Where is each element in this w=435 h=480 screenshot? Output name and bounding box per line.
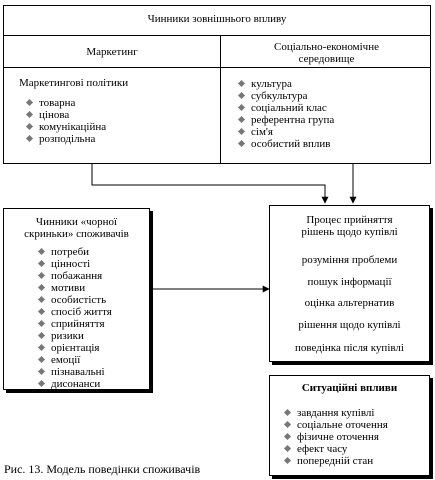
situational-box — [269, 375, 430, 476]
process-step-post-purchase: поведінка після купівлі — [295, 342, 404, 354]
marketing-policy-item — [26, 109, 106, 121]
socio-economic-header-line1: Соціально-економічне — [274, 41, 379, 53]
diamond-bullet-icon — [38, 308, 45, 315]
marketing-policies-list — [26, 97, 106, 145]
black-box-factor-item — [38, 318, 112, 330]
situational-factor-item — [284, 455, 388, 467]
socio-economic-list — [238, 78, 334, 150]
diamond-bullet-icon — [38, 356, 45, 363]
marketing-policy-item — [26, 133, 106, 145]
socio-economic-item — [238, 138, 334, 150]
situational-factor-item-label: ефект часу — [297, 443, 348, 455]
decision-process-title-line1: Процес прийняття — [306, 214, 393, 226]
diamond-bullet-icon — [38, 344, 45, 351]
diamond-bullet-icon — [38, 284, 45, 291]
marketing-policies-title: Маркетингові політики — [19, 77, 129, 89]
black-box-factor-item — [38, 354, 112, 366]
diamond-bullet-icon — [38, 260, 45, 267]
socio-economic-item-label: соціальний клас — [251, 102, 327, 114]
diamond-bullet-icon — [284, 433, 291, 440]
socio-economic-header-line2: середовище — [298, 53, 355, 65]
diamond-bullet-icon — [238, 116, 245, 123]
situational-list — [284, 407, 388, 467]
diamond-bullet-icon — [26, 99, 33, 106]
diamond-bullet-icon — [238, 80, 245, 87]
diamond-bullet-icon — [38, 272, 45, 279]
socio-economic-item — [238, 102, 334, 114]
black-box-factor-item — [38, 366, 112, 378]
black-box-factor-item-label: пізнавальні — [51, 366, 105, 378]
black-box-factor-item-label: потреби — [51, 246, 90, 258]
black-box-factor-item-label: емоції — [51, 354, 81, 366]
diamond-bullet-icon — [38, 332, 45, 339]
situational-factor-item-label: попередній стан — [297, 455, 374, 467]
situational-factor-item — [284, 431, 388, 443]
headers-divider — [4, 67, 430, 68]
decision-process-box — [269, 205, 430, 362]
situational-factor-item — [284, 407, 388, 419]
black-box-factor-item — [38, 342, 112, 354]
diamond-bullet-icon — [26, 123, 33, 130]
black-box-factor-item-label: сприйняття — [51, 318, 105, 330]
black-box-factor-item-label: особистість — [51, 294, 107, 306]
diamond-bullet-icon — [38, 320, 45, 327]
black-box-factor-item-label: цінності — [51, 258, 91, 270]
marketing-policy-item — [26, 97, 106, 109]
black-box-factor-item — [38, 306, 112, 318]
marketing-policy-item-label: розподільна — [39, 133, 96, 145]
black-box-factor-item — [38, 258, 112, 270]
diamond-bullet-icon — [238, 128, 245, 135]
marketing-policy-item-label: цінова — [39, 109, 70, 121]
black-box-factor-item-label: мотиви — [51, 282, 86, 294]
socio-economic-item-label: особистий вплив — [251, 138, 331, 150]
socio-economic-item-label: сім'я — [251, 126, 273, 138]
diamond-bullet-icon — [238, 104, 245, 111]
diamond-bullet-icon — [284, 421, 291, 428]
situational-factor-item-label: завдання купівлі — [297, 407, 375, 419]
socio-economic-item-label: субкультура — [251, 90, 308, 102]
diamond-bullet-icon — [238, 140, 245, 147]
black-box-title-line1: Чинники «чорної — [35, 216, 118, 228]
black-box-factors-box — [3, 208, 150, 390]
process-step-decision: рішення щодо купівлі — [298, 319, 401, 331]
socio-economic-item — [238, 114, 334, 126]
black-box-factor-item — [38, 246, 112, 258]
diamond-bullet-icon — [284, 409, 291, 416]
socio-economic-item — [238, 126, 334, 138]
situational-factor-item — [284, 419, 388, 431]
diamond-bullet-icon — [38, 368, 45, 375]
diamond-bullet-icon — [284, 445, 291, 452]
black-box-factor-item-label: ризики — [51, 330, 84, 342]
black-box-factor-item — [38, 378, 112, 390]
diamond-bullet-icon — [26, 111, 33, 118]
marketing-policy-item-label: товарна — [39, 97, 76, 109]
black-box-factor-item — [38, 330, 112, 342]
black-box-list — [38, 246, 112, 390]
arrow-marketing-to-process — [92, 162, 325, 203]
diamond-bullet-icon — [26, 135, 33, 142]
external-factors-title: Чинники зовнішнього впливу — [147, 13, 287, 25]
process-step-evaluation: оцінка альтернатив — [304, 297, 395, 309]
black-box-factor-item — [38, 294, 112, 306]
situational-factor-item-label: соціальне оточення — [297, 419, 388, 431]
situational-factor-item-label: фізичне оточення — [297, 431, 379, 443]
socio-economic-item-label: культура — [251, 78, 292, 90]
diamond-bullet-icon — [38, 296, 45, 303]
process-step-search: пошук інформації — [307, 276, 392, 288]
black-box-factor-item-label: дисонанси — [51, 378, 101, 390]
marketing-policy-item-label: комунікаційна — [39, 121, 107, 133]
diamond-bullet-icon — [38, 380, 45, 387]
diamond-bullet-icon — [38, 248, 45, 255]
socio-economic-item — [238, 78, 334, 90]
black-box-factor-item — [38, 282, 112, 294]
black-box-title-line2: скриньки» споживачів — [24, 228, 129, 240]
situational-factor-item — [284, 443, 388, 455]
black-box-factor-item-label: спосіб життя — [51, 306, 112, 318]
external-factors-divider — [4, 35, 430, 36]
process-step-problem: розуміння проблеми — [301, 254, 398, 266]
marketing-header: Маркетинг — [86, 46, 138, 58]
black-box-factor-item-label: побажання — [51, 270, 103, 282]
diamond-bullet-icon — [284, 457, 291, 464]
external-factors-box — [3, 5, 431, 164]
decision-process-title-line2: рішень щодо купівлі — [301, 226, 398, 238]
figure-caption: Рис. 13. Модель поведінки споживачів — [4, 462, 201, 476]
black-box-factor-item-label: орієнтація — [51, 342, 100, 354]
diamond-bullet-icon — [238, 92, 245, 99]
marketing-policy-item — [26, 121, 106, 133]
socio-economic-item-label: референтна група — [251, 114, 335, 126]
situational-title: Ситуаційні впливи — [301, 382, 398, 394]
socio-economic-item — [238, 90, 334, 102]
black-box-factor-item — [38, 270, 112, 282]
